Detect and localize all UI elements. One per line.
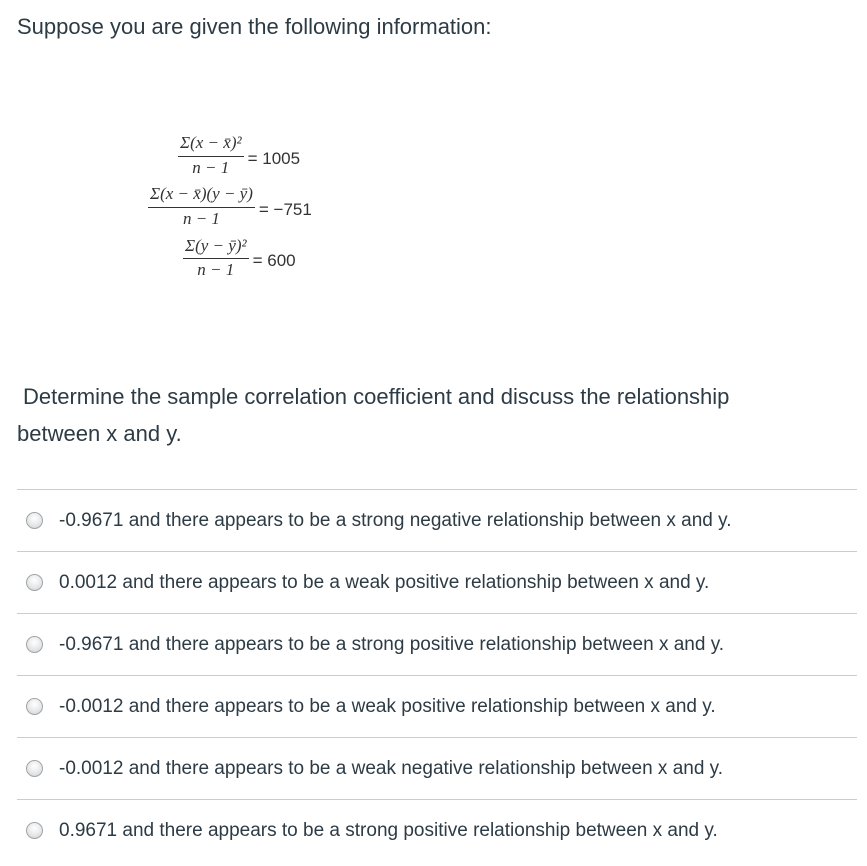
question-text: [17, 378, 837, 452]
answer-list: [17, 489, 857, 861]
answer-label[interactable]: 0.0012 and there appears to be a weak positive relationship between x and y.: [59, 571, 710, 593]
formula-syy: [183, 237, 448, 280]
denominator: n − 1: [192, 157, 230, 177]
denominator: n − 1: [197, 260, 235, 280]
fraction: [148, 185, 255, 228]
radio-button[interactable]: [26, 574, 43, 591]
answer-option[interactable]: [17, 489, 857, 551]
denominator: n − 1: [182, 209, 220, 229]
radio-button[interactable]: [26, 822, 43, 839]
radio-button[interactable]: [26, 636, 43, 653]
radio-button[interactable]: [26, 512, 43, 529]
radio-button[interactable]: [26, 760, 43, 777]
answer-option[interactable]: [17, 737, 857, 799]
formula-value: = 600: [252, 251, 296, 271]
numerator: Σ(x − x̄)²: [178, 134, 244, 157]
fraction: [183, 237, 249, 280]
answer-label[interactable]: -0.9671 and there appears to be a strong positive relationship between x and y.: [59, 633, 725, 655]
fraction: [178, 134, 244, 177]
formula-block: [148, 134, 448, 288]
numerator: Σ(y − ȳ)²: [183, 237, 249, 260]
numerator: Σ(x − x̄)(y − ȳ): [148, 185, 255, 208]
question-line-2: between x and y.: [17, 421, 182, 446]
formula-sxx: [178, 134, 448, 177]
answer-option[interactable]: [17, 551, 857, 613]
answer-option[interactable]: [17, 799, 857, 861]
answer-option[interactable]: [17, 613, 857, 675]
answer-label[interactable]: -0.9671 and there appears to be a strong negative relationship between x and y.: [59, 509, 732, 531]
radio-button[interactable]: [26, 698, 43, 715]
answer-label[interactable]: -0.0012 and there appears to be a weak negative relationship between x and y.: [59, 757, 724, 779]
answer-label[interactable]: 0.9671 and there appears to be a strong positive relationship between x and y.: [59, 819, 718, 841]
intro-text: Suppose you are given the following information:: [17, 14, 492, 39]
answer-option[interactable]: [17, 675, 857, 737]
question-line-1: Determine the sample correlation coefficient and discuss the relationship: [23, 384, 730, 409]
formula-sxy: [148, 185, 448, 228]
formula-value: = −751: [258, 200, 312, 220]
answer-label[interactable]: -0.0012 and there appears to be a weak positive relationship between x and y.: [59, 695, 716, 717]
formula-value: = 1005: [247, 148, 301, 168]
